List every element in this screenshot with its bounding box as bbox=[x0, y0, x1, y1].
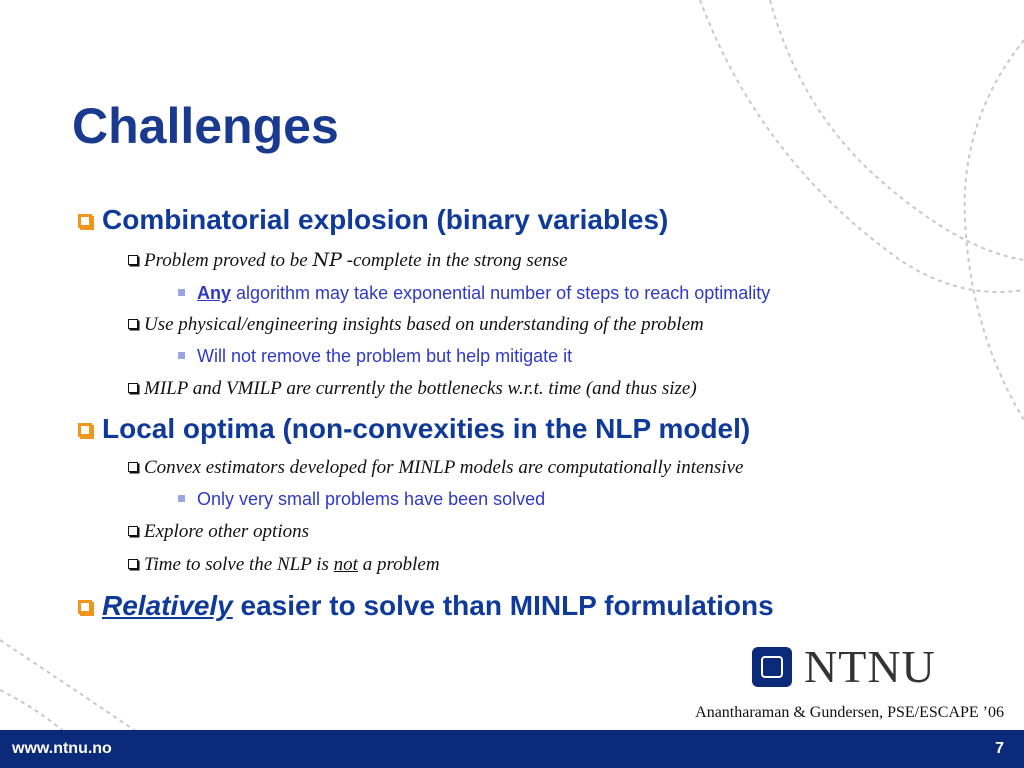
bullet-text: Time to solve the NLP is bbox=[144, 554, 334, 575]
emphasis-text: Relatively bbox=[102, 590, 233, 621]
bullet-text: Explore other options bbox=[144, 521, 309, 542]
bullet-box-icon bbox=[128, 462, 138, 472]
bullet-box-icon bbox=[78, 600, 92, 614]
bullet-text: Use physical/engineering insights based on understanding of the problem bbox=[144, 314, 704, 335]
bullet-box-icon bbox=[78, 423, 92, 437]
bullet-text: Will not remove the problem but help mitigate it bbox=[197, 346, 573, 366]
bullet-text: Convex estimators developed for MINLP models are computationally intensive bbox=[144, 457, 744, 478]
bullet-text: a problem bbox=[357, 554, 440, 575]
subsubbullet-mitigate bbox=[178, 345, 572, 367]
subsubbullet-any-algorithm bbox=[178, 282, 770, 304]
bullet-text: MILP and VMILP are currently the bottlenecks w.r.t. time (and thus size) bbox=[144, 378, 697, 399]
slide-credit: Anantharaman & Gundersen, PSE/ESCAPE ’06 bbox=[695, 704, 1004, 721]
bullet-square-icon bbox=[178, 352, 185, 359]
bullet-relatively-easier bbox=[78, 589, 774, 623]
page-number: 7 bbox=[995, 740, 1004, 757]
bullet-box-icon bbox=[128, 559, 138, 569]
bullet-text: Combinatorial explosion (binary variables) bbox=[102, 204, 669, 235]
ntnu-logo-text: NTNU bbox=[804, 641, 936, 692]
bullet-text: algorithm may take exponential number of steps to reach optimality bbox=[231, 283, 771, 303]
subbullet-nlp-time bbox=[128, 553, 440, 577]
bullet-text: easier to solve than MINLP formulations bbox=[232, 590, 774, 621]
subbullet-milp-bottleneck bbox=[128, 377, 697, 401]
bullet-box-icon bbox=[128, 526, 138, 536]
ntnu-logo-mark-icon bbox=[752, 647, 792, 687]
bullet-text: Only very small problems have been solved bbox=[197, 489, 546, 509]
subsubbullet-small-problems bbox=[178, 488, 545, 510]
bullet-box-icon bbox=[128, 383, 138, 393]
subbullet-convex-estimators bbox=[128, 456, 743, 480]
footer-bar bbox=[0, 730, 1024, 768]
bullet-local-optima bbox=[78, 412, 750, 446]
bullet-text: -complete in the strong sense bbox=[341, 250, 568, 271]
slide-title: Challenges bbox=[72, 98, 339, 154]
bullet-box-icon bbox=[128, 255, 138, 265]
bullet-text: Local optima (non-convexities in the NLP model) bbox=[102, 413, 751, 444]
ntnu-logo bbox=[752, 641, 936, 692]
np-symbol: NP bbox=[312, 249, 342, 271]
bullet-square-icon bbox=[178, 495, 185, 502]
footer-url: www.ntnu.no bbox=[12, 740, 112, 757]
bullet-box-icon bbox=[128, 319, 138, 329]
emphasis-text: not bbox=[333, 554, 358, 575]
bullet-box-icon bbox=[78, 214, 92, 228]
bullet-square-icon bbox=[178, 289, 185, 296]
bullet-text: Problem proved to be bbox=[144, 250, 313, 271]
emphasis-text: Any bbox=[197, 283, 232, 303]
bullet-combinatorial-explosion bbox=[78, 203, 668, 237]
subbullet-np-complete bbox=[128, 248, 568, 273]
subbullet-physical-insights bbox=[128, 313, 704, 337]
subbullet-explore-options bbox=[128, 520, 309, 544]
